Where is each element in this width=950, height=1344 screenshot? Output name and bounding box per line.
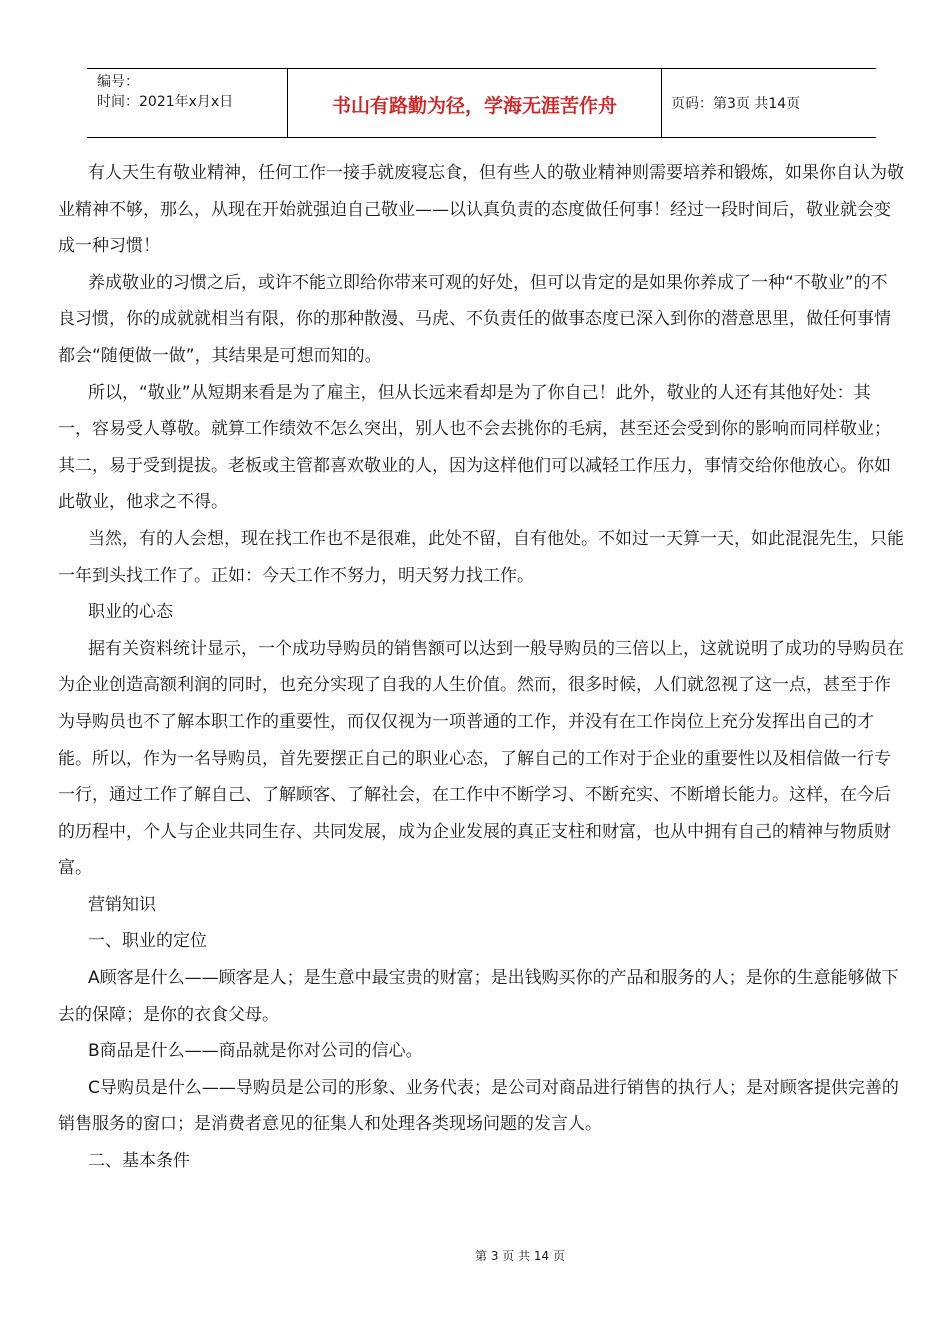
page-header [87, 68, 876, 138]
paragraph: 当然，有的人会想，现在找工作也不是很难，此处不留，自有他处。不如过一天算一天，如此混混先生，只能一年到头找工作了。正如：今天工作不努力，明天努力找工作。 [58, 528, 904, 586]
time-label: 时间：2021年x月x日 [97, 94, 234, 110]
section-heading: 二、基本条件 [88, 1151, 190, 1172]
section-heading: 一、职业的定位 [88, 931, 207, 952]
paragraph: B商品是什么——商品就是你对公司的信心。 [88, 1041, 423, 1062]
section-heading: 职业的心态 [88, 602, 173, 623]
section-heading: 营销知识 [88, 894, 156, 915]
paragraph: 养成敬业的习惯之后，或许不能立即给你带来可观的好处，但可以肯定的是如果你养成了一种“不敬业”的不良习惯，你的成就就相当有限，你的那种散漫、马虎、不负责任的做事态度已深入到你的潜意思里，做任何事情都会“随便做一做”，其结果是可想而知的。 [58, 272, 891, 366]
page-code: 页码：第3页 共14页 [671, 96, 801, 112]
paragraph: 有人天生有敬业精神，任何工作一接手就废寝忘食，但有些人的敬业精神则需要培养和锻炼，如果你自认为敬业精神不够，那么，从现在开始就强迫自己敬业——以认真负责的态度做任何事！经过一段时间后，敬业就会变成一种习惯！ [58, 163, 904, 257]
motto: 书山有路勤为径，学海无涯苦作舟 [331, 95, 617, 117]
document-body [58, 155, 904, 1180]
page-footer: 第 3 页 共 14 页 [475, 1249, 565, 1263]
number-label: 编号： [97, 74, 139, 90]
header-page-cell [661, 69, 876, 137]
paragraph: C导购员是什么——导购员是公司的形象、业务代表；是公司对商品进行销售的执行人；是对顾客提供完善的销售服务的窗口；是消费者意见的征集人和处理各类现场问题的发言人。 [58, 1077, 899, 1135]
paragraph: A顾客是什么——顾客是人；是生意中最宝贵的财富；是出钱购买你的产品和服务的人；是你的生意能够做下去的保障；是你的衣食父母。 [58, 968, 899, 1025]
paragraph: 据有关资料统计显示，一个成功导购员的销售额可以达到一般导购员的三倍以上，这就说明了成功的导购员在为企业创造高额利润的同时，也充分实现了自我的人生价值。然而，很多时候，人们就忽视了这一点，甚至于作为导购员也不了解本职工作的重要性，而仅仅视为一项普通的工作，并没有在工作岗位上充分发挥出自己的才能。所以，作为一名导购员，首先要摆正自己的职业心态，了解自己的工作对于企业的重要性以及相信做一行专一行，通过工作了解自己、了解顾客、了解社会，在工作中不断学习、不断充实、不断增长能力。这样，在今后的历程中，个人与企业共同生存、共同发展，成为企业发展的真正支柱和财富，也从中拥有自己的精神与物质财富。 [58, 638, 904, 879]
paragraph: 所以，“敬业”从短期来看是为了雇主，但从长远来看却是为了你自己！此外，敬业的人还有其他好处：其一，容易受人尊敬。就算工作绩效不怎么突出，别人也不会去挑你的毛病，甚至还会受到你的影响而同样敬业；其二，易于受到提拔。老板或主管都喜欢敬业的人，因为这样他们可以减轻工作压力，事情交给你他放心。你如此敬业，他求之不得。 [58, 382, 891, 513]
header-motto-cell [287, 69, 662, 137]
header-info-cell [87, 69, 287, 137]
